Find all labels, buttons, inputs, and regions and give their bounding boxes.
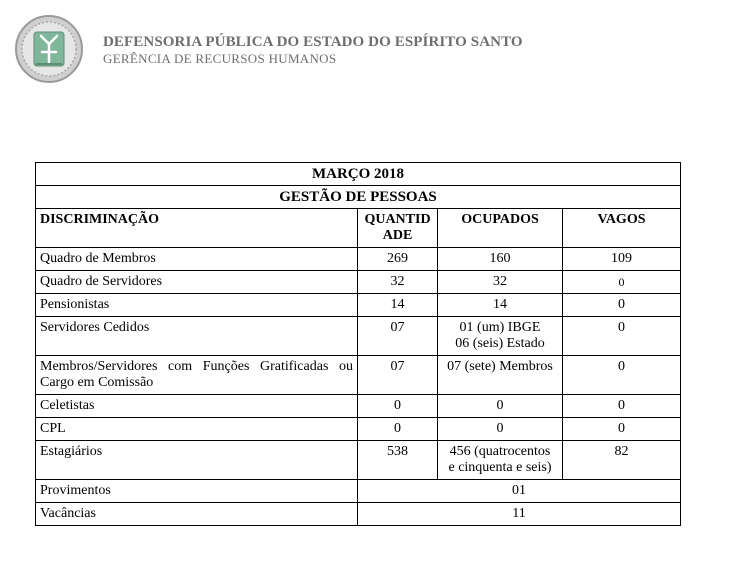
summary-value: 01	[358, 480, 681, 503]
row-vagos: 0	[563, 418, 681, 441]
row-quantidade: 0	[358, 418, 438, 441]
table-row	[36, 356, 681, 395]
col-header-ocupados: OCUPADOS	[438, 209, 563, 248]
table-section-row	[36, 186, 681, 209]
row-quantidade: 14	[358, 294, 438, 317]
row-quantidade: 269	[358, 248, 438, 271]
row-quantidade: 07	[358, 356, 438, 395]
col-header-vagos: VAGOS	[563, 209, 681, 248]
row-ocupados-line2: 06 (seis) Estado	[455, 336, 545, 351]
summary-value: 11	[358, 503, 681, 526]
table-row	[36, 441, 681, 480]
row-vagos: 82	[563, 441, 681, 480]
row-quantidade: 32	[358, 271, 438, 294]
row-label: Servidores Cedidos	[36, 317, 358, 356]
row-ocupados: 160	[438, 248, 563, 271]
row-ocupados-line2: e cinquenta e seis)	[448, 460, 552, 475]
table-row	[36, 317, 681, 356]
row-ocupados: 32	[438, 271, 563, 294]
table-row	[36, 294, 681, 317]
organization-name: DEFENSORIA PÚBLICA DO ESTADO DO ESPÍRITO SANTO	[103, 34, 523, 50]
col-header-discriminacao: DISCRIMINAÇÃO	[36, 209, 358, 248]
row-ocupados-line1: 01 (um) IBGE	[459, 320, 541, 335]
row-vagos: 0	[563, 395, 681, 418]
summary-row-vacancias	[36, 503, 681, 526]
row-label: Celetistas	[36, 395, 358, 418]
department-name: GERÊNCIA DE RECURSOS HUMANOS	[103, 51, 337, 66]
row-label: Quadro de Membros	[36, 248, 358, 271]
table-row	[36, 418, 681, 441]
row-ocupados	[438, 441, 563, 480]
row-vagos: 0	[563, 356, 681, 395]
row-quantidade: 07	[358, 317, 438, 356]
row-label: Pensionistas	[36, 294, 358, 317]
row-label: Membros/Servidores com Funções Gratificadas ou Cargo em Comissão	[36, 356, 358, 395]
organization-header	[103, 33, 523, 66]
row-vagos: 0	[563, 317, 681, 356]
col-header-quantidade	[358, 209, 438, 248]
row-ocupados: 14	[438, 294, 563, 317]
row-ocupados: 0	[438, 395, 563, 418]
row-label: Estagiários	[36, 441, 358, 480]
row-ocupados: 07 (sete) Membros	[438, 356, 563, 395]
col-header-quantidade-line1: QUANTID	[364, 212, 431, 227]
row-vagos: 0	[563, 294, 681, 317]
summary-label: Vacâncias	[36, 503, 358, 526]
row-ocupados: 0	[438, 418, 563, 441]
col-header-quantidade-line2: ADE	[382, 228, 413, 243]
table-row	[36, 395, 681, 418]
table-period-row	[36, 163, 681, 186]
row-vagos: 109	[563, 248, 681, 271]
row-label: Quadro de Servidores	[36, 271, 358, 294]
row-vagos: 0	[563, 271, 681, 294]
defensoria-seal-icon	[14, 14, 84, 84]
row-ocupados	[438, 317, 563, 356]
section-title: GESTÃO DE PESSOAS	[36, 186, 681, 209]
table-row	[36, 271, 681, 294]
row-ocupados-line1: 456 (quatrocentos	[449, 444, 551, 459]
table-header-row	[36, 209, 681, 248]
summary-row-provimentos	[36, 480, 681, 503]
row-quantidade: 538	[358, 441, 438, 480]
table-row	[36, 248, 681, 271]
row-label: CPL	[36, 418, 358, 441]
period-title: MARÇO 2018	[36, 163, 681, 186]
row-quantidade: 0	[358, 395, 438, 418]
personnel-table	[35, 162, 681, 526]
summary-label: Provimentos	[36, 480, 358, 503]
